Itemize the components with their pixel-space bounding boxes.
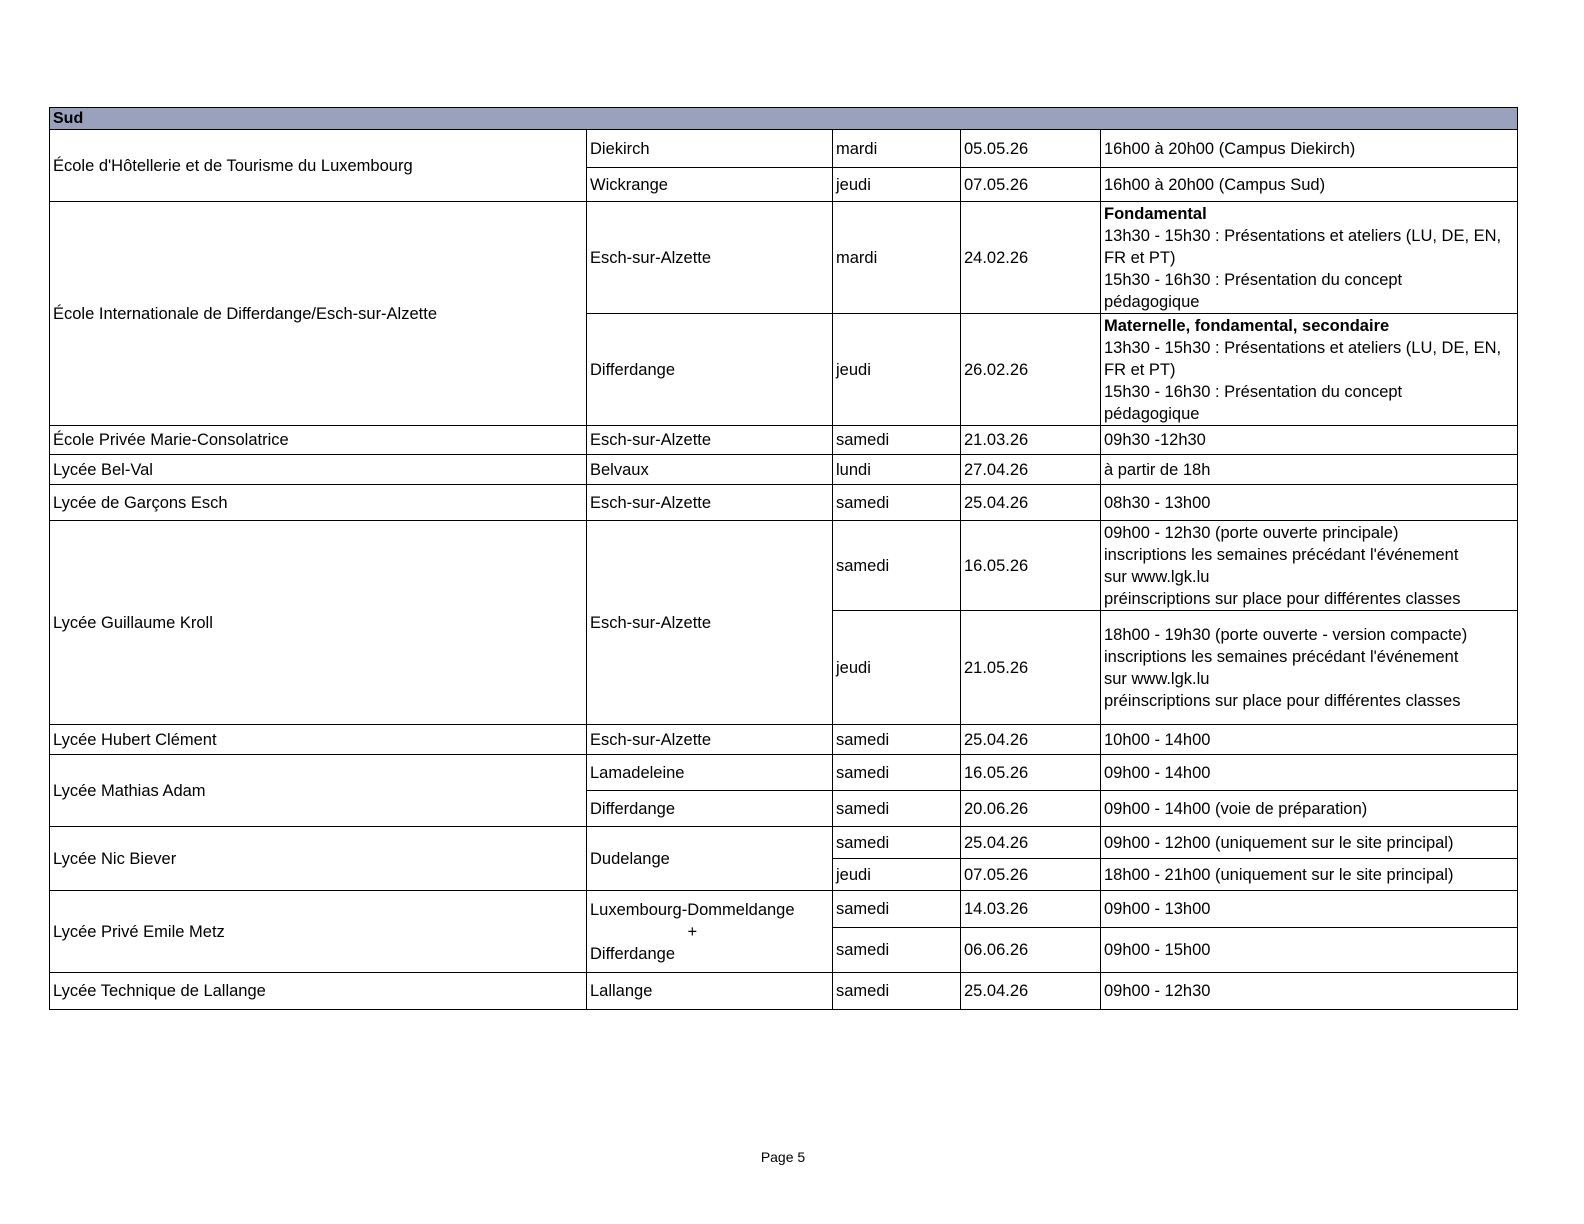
date-cell: 26.02.26 [961,314,1101,426]
day-cell: samedi [833,973,961,1010]
date-cell: 25.04.26 [961,827,1101,859]
open-days-table [49,107,1518,1010]
time-cell [1101,611,1518,725]
section-header [50,108,1518,130]
school-name: Lycée de Garçons Esch [50,485,587,521]
location-cell [587,891,833,973]
time-cell: 09h00 - 12h30 [1101,973,1518,1010]
time-cell: 09h00 - 14h00 [1101,755,1518,791]
time-heading: Fondamental [1104,204,1207,223]
school-name: Lycée Hubert Clément [50,725,587,755]
location-cell: Esch-sur-Alzette [587,202,833,314]
time-line: préinscriptions sur place pour différentes classes [1104,691,1461,710]
school-name: École Privée Marie-Consolatrice [50,426,587,455]
day-cell: mardi [833,202,961,314]
time-cell: 08h30 - 13h00 [1101,485,1518,521]
day-cell: jeudi [833,168,961,202]
location-line: Luxembourg-Dommeldange [590,900,795,919]
day-cell: samedi [833,755,961,791]
day-cell: samedi [833,485,961,521]
school-name: Lycée Mathias Adam [50,755,587,827]
date-cell: 21.05.26 [961,611,1101,725]
date-cell: 07.05.26 [961,859,1101,891]
day-cell: samedi [833,827,961,859]
table-row [50,973,1518,1010]
location-cell: Wickrange [587,168,833,202]
section-header-row [50,108,1518,130]
table-row [50,755,1518,791]
table-row [50,202,1518,314]
time-cell: à partir de 18h [1101,455,1518,485]
time-line: 09h00 - 12h30 (porte ouverte principale) [1104,523,1399,542]
location-cell: Esch-sur-Alzette [587,485,833,521]
school-name: Lycée Nic Biever [50,827,587,891]
time-cell: 16h00 à 20h00 (Campus Diekirch) [1101,130,1518,168]
date-cell: 16.05.26 [961,755,1101,791]
location-plus: + [687,922,698,941]
day-cell: jeudi [833,859,961,891]
time-cell: 09h00 - 12h00 (uniquement sur le site principal) [1101,827,1518,859]
time-line: sur www.lgk.lu [1104,567,1210,586]
table-row [50,521,1518,611]
location-cell: Diekirch [587,130,833,168]
location-cell: Esch-sur-Alzette [587,426,833,455]
date-cell: 27.04.26 [961,455,1101,485]
time-line: pédagogique [1104,292,1200,311]
time-line: 15h30 - 16h30 : Présentation du concept [1104,270,1403,289]
section-title: Sud [53,109,84,127]
page-number: Page 5 [760,1149,806,1165]
location-cell: Esch-sur-Alzette [587,521,833,725]
time-cell: 09h00 - 15h00 [1101,928,1518,973]
time-line: inscriptions les semaines précédant l'événement [1104,545,1459,564]
school-name: Lycée Privé Emile Metz [50,891,587,973]
day-cell: samedi [833,426,961,455]
time-cell: 10h00 - 14h00 [1101,725,1518,755]
location-cell: Differdange [587,791,833,827]
location-stack [590,899,795,965]
time-line: 13h30 - 15h30 : Présentations et ateliers (LU, DE, EN, [1104,226,1502,245]
time-cell: 18h00 - 21h00 (uniquement sur le site principal) [1101,859,1518,891]
date-cell: 20.06.26 [961,791,1101,827]
date-cell: 21.03.26 [961,426,1101,455]
day-cell: samedi [833,791,961,827]
location-cell: Esch-sur-Alzette [587,725,833,755]
location-cell: Dudelange [587,827,833,891]
day-cell: samedi [833,928,961,973]
table-row [50,426,1518,455]
time-cell [1101,314,1518,426]
date-cell: 24.02.26 [961,202,1101,314]
table-row [50,725,1518,755]
time-cell: 09h00 - 14h00 (voie de préparation) [1101,791,1518,827]
school-name: École d'Hôtellerie et de Tourisme du Luxembourg [50,130,587,202]
location-cell: Differdange [587,314,833,426]
time-line: 15h30 - 16h30 : Présentation du concept [1104,382,1403,401]
date-cell: 07.05.26 [961,168,1101,202]
time-line: pédagogique [1104,404,1200,423]
time-cell: 16h00 à 20h00 (Campus Sud) [1101,168,1518,202]
day-cell: mardi [833,130,961,168]
date-cell: 14.03.26 [961,891,1101,928]
time-line: 13h30 - 15h30 : Présentations et ateliers (LU, DE, EN, [1104,338,1502,357]
date-cell: 05.05.26 [961,130,1101,168]
school-name: Lycée Bel-Val [50,455,587,485]
table-row [50,827,1518,859]
time-line: FR et PT) [1104,248,1176,267]
table-row [50,485,1518,521]
date-cell: 25.04.26 [961,485,1101,521]
school-name: Lycée Guillaume Kroll [50,521,587,725]
table-row [50,455,1518,485]
time-heading: Maternelle, fondamental, secondaire [1104,316,1390,335]
day-cell: jeudi [833,611,961,725]
date-cell: 25.04.26 [961,973,1101,1010]
table-row [50,891,1518,928]
time-line: FR et PT) [1104,360,1176,379]
location-cell: Lamadeleine [587,755,833,791]
table-row [50,130,1518,168]
location-cell: Belvaux [587,455,833,485]
time-cell: 09h30 -12h30 [1101,426,1518,455]
day-cell: lundi [833,455,961,485]
date-cell: 16.05.26 [961,521,1101,611]
school-name: École Internationale de Differdange/Esch-sur-Alzette [50,202,587,426]
date-cell: 06.06.26 [961,928,1101,973]
time-line: 18h00 - 19h30 (porte ouverte - version compacte) [1104,625,1468,644]
day-cell: jeudi [833,314,961,426]
day-cell: samedi [833,725,961,755]
time-cell [1101,202,1518,314]
day-cell: samedi [833,521,961,611]
day-cell: samedi [833,891,961,928]
time-line: préinscriptions sur place pour différentes classes [1104,589,1461,608]
time-cell: 09h00 - 13h00 [1101,891,1518,928]
location-line: Differdange [590,944,676,963]
time-line: inscriptions les semaines précédant l'événement [1104,647,1459,666]
location-cell: Lallange [587,973,833,1010]
time-line: sur www.lgk.lu [1104,669,1210,688]
school-name: Lycée Technique de Lallange [50,973,587,1010]
date-cell: 25.04.26 [961,725,1101,755]
time-cell [1101,521,1518,611]
